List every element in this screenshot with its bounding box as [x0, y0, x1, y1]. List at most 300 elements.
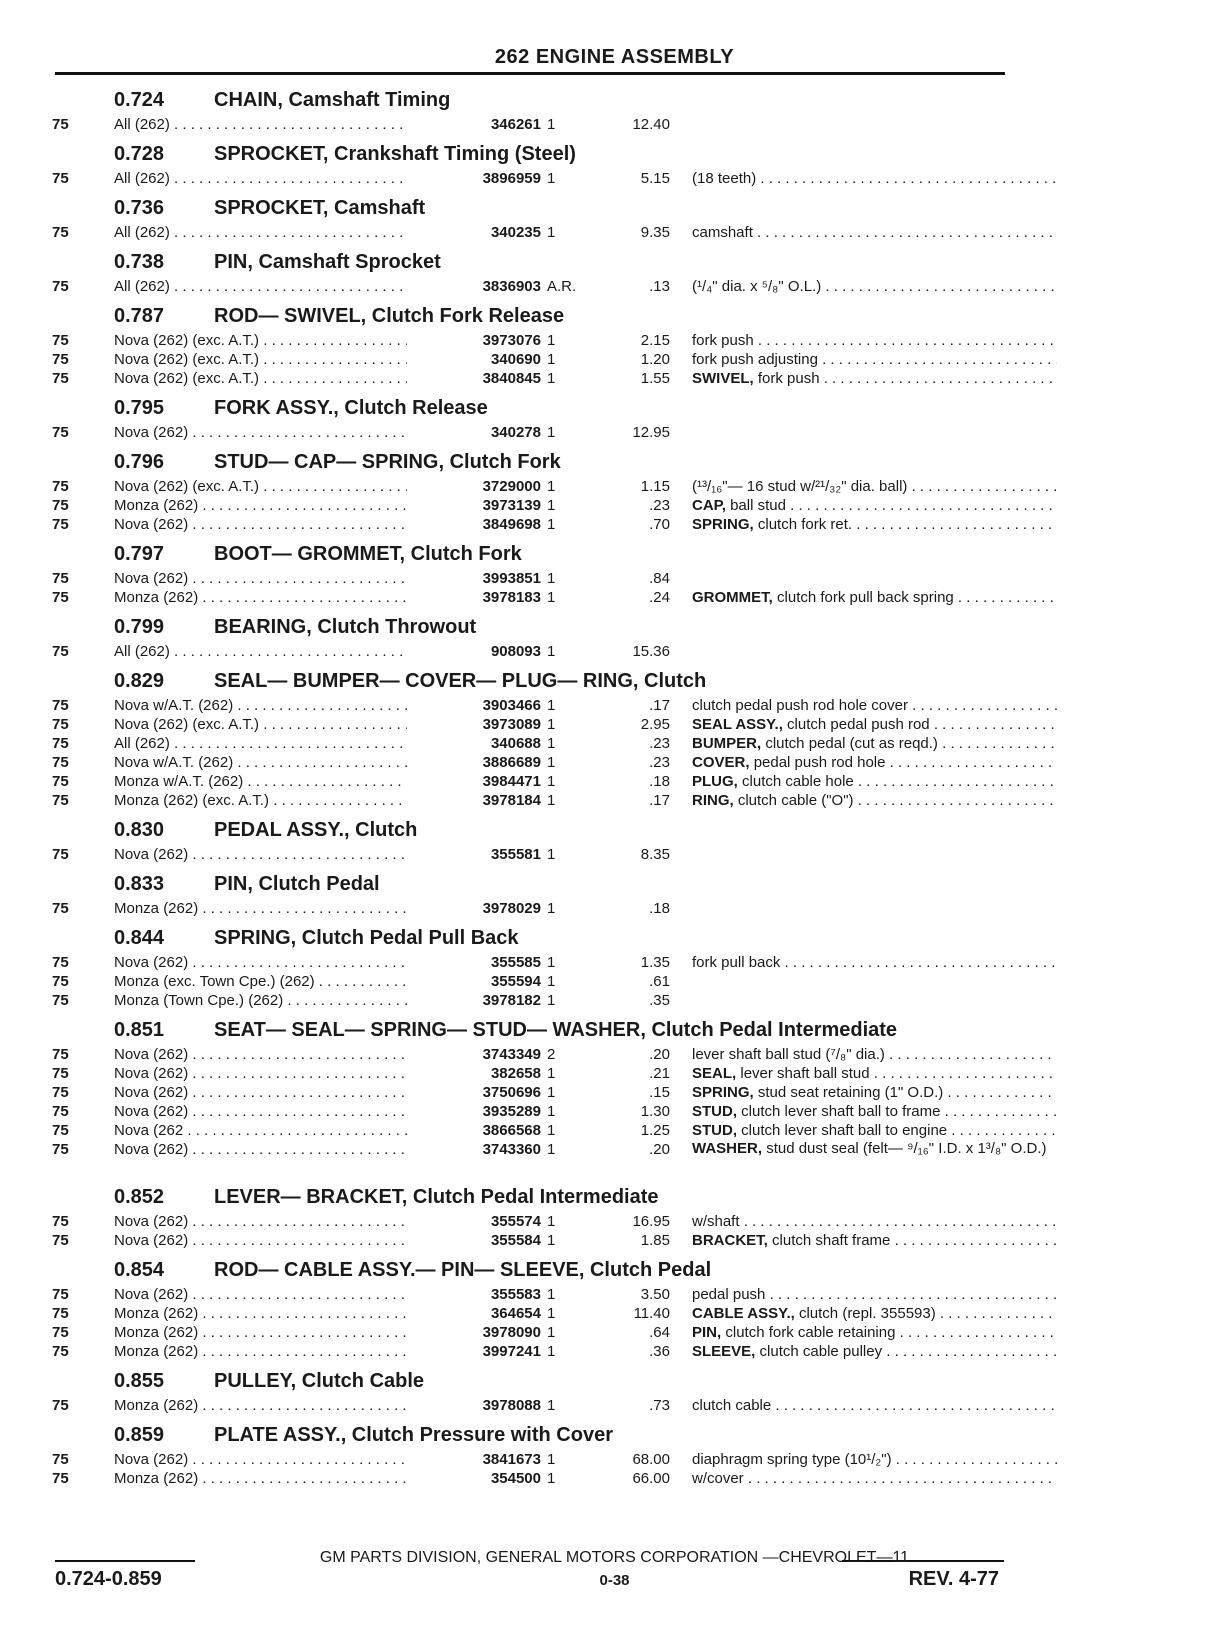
quantity: 1: [547, 716, 556, 733]
section-title: BEARING, Clutch Throwout: [214, 616, 477, 638]
part-number: 3973139: [407, 496, 541, 515]
price: .23: [649, 497, 670, 514]
price: 12.40: [632, 116, 670, 133]
description-text: clutch (repl. 355593): [798, 1305, 936, 1322]
price: .35: [649, 992, 670, 1009]
model-year: 75: [52, 516, 69, 533]
description: [692, 1450, 1057, 1469]
quantity: 1: [547, 900, 556, 917]
quantity: 1: [547, 497, 556, 514]
description-text: clutch shaft frame: [772, 1232, 891, 1249]
quantity: 1: [547, 1286, 556, 1303]
section-heading: [52, 540, 1012, 569]
description-text: stud dust seal (felt— ⁹/₁₆" I.D. x 1³/₈" O.D.): [766, 1140, 1047, 1157]
description: [692, 1323, 1057, 1342]
part-row: [52, 715, 1012, 734]
part-number: 3866568: [407, 1121, 541, 1140]
footer-publisher: GM PARTS DIVISION, GENERAL MOTORS CORPORATION —CHEVROLET—11: [319, 1549, 910, 1566]
section-title: STUD— CAP— SPRING, Clutch Fork: [214, 451, 561, 473]
part-row: [52, 331, 1012, 350]
description-text: clutch cable ("O"): [737, 792, 854, 809]
model-year: 75: [52, 497, 69, 514]
part-number: 340688: [407, 734, 541, 753]
description-part-name: SWIVEL,: [692, 370, 754, 387]
description-text: (¹/₄" dia. x ⁵/₈" O.L.): [692, 278, 822, 295]
price: 1.15: [640, 478, 670, 495]
model-year: 75: [52, 1397, 69, 1414]
part-number: 355583: [407, 1285, 541, 1304]
price: .84: [649, 570, 670, 587]
part-row: [52, 588, 1012, 607]
price: .70: [649, 516, 670, 533]
application: Nova w/A.T. (262) . . .: [114, 753, 439, 772]
section-title: PIN, Clutch Pedal: [214, 873, 380, 895]
application: Monza (262) . . .: [114, 1469, 439, 1488]
part-number: 382658: [407, 1064, 541, 1083]
application: Nova (262) . . .: [114, 845, 439, 864]
model-year: 75: [52, 846, 69, 863]
description-text: w/cover: [692, 1470, 744, 1487]
price: 16.95: [632, 1213, 670, 1230]
model-year: 75: [52, 170, 69, 187]
application: Nova (262) (exc. A.T.) . . .: [114, 477, 439, 496]
footer-range: 0.724-0.859: [55, 1568, 162, 1590]
section-title: LEVER— BRACKET, Clutch Pedal Intermediate: [214, 1186, 659, 1208]
part-row: [52, 791, 1012, 810]
part-row: [52, 369, 1012, 388]
section-title: PULLEY, Clutch Cable: [214, 1370, 425, 1392]
application: Monza (262) . . .: [114, 1323, 439, 1342]
quantity: 1: [547, 1343, 556, 1360]
description-text: clutch lever shaft ball to engine: [741, 1122, 948, 1139]
description-text: (¹³/₁₆"— 16 stud w/²¹/₃₂" dia. ball): [692, 478, 908, 495]
price: 2.15: [640, 332, 670, 349]
section-heading: [52, 302, 1012, 331]
part-number: 3973089: [407, 715, 541, 734]
price: .24: [649, 589, 670, 606]
model-year: 75: [52, 716, 69, 733]
part-number: 3903466: [407, 696, 541, 715]
description: [692, 223, 1057, 242]
part-number: 3973076: [407, 331, 541, 350]
description: [692, 496, 1057, 515]
section-heading: [52, 394, 1012, 423]
application: Monza (Town Cpe.) (262) . . .: [114, 991, 439, 1010]
part-number: 3886689: [407, 753, 541, 772]
section-number: 0.851: [114, 1019, 165, 1041]
model-year: 75: [52, 1470, 69, 1487]
model-year: 75: [52, 1286, 69, 1303]
description: [692, 696, 1057, 715]
description: [692, 1231, 1057, 1250]
quantity: 1: [547, 1065, 556, 1082]
section-title: SPROCKET, Camshaft: [214, 197, 426, 219]
section-number: 0.855: [114, 1370, 165, 1392]
description-part-name: RING,: [692, 792, 734, 809]
price: 1.85: [640, 1232, 670, 1249]
model-year: 75: [52, 1084, 69, 1101]
part-number: 3978090: [407, 1323, 541, 1342]
catalog-section: [52, 613, 1012, 667]
section-number: 0.787: [114, 305, 165, 327]
description: [692, 1212, 1057, 1231]
application: Nova (262) . . .: [114, 1140, 439, 1159]
catalog-section: [52, 870, 1012, 924]
part-row: [52, 1304, 1012, 1323]
section-title: SPRING, Clutch Pedal Pull Back: [214, 927, 519, 949]
price: .21: [649, 1065, 670, 1082]
section-number: 0.736: [114, 197, 165, 219]
price: .18: [649, 900, 670, 917]
application: Monza (262) . . .: [114, 496, 439, 515]
price: 1.55: [640, 370, 670, 387]
application: Monza (262) . . .: [114, 899, 439, 918]
description: [692, 169, 1057, 188]
part-row: [52, 277, 1012, 296]
model-year: 75: [52, 1451, 69, 1468]
section-number: 0.830: [114, 819, 165, 841]
description-part-name: CAP,: [692, 497, 726, 514]
catalog-section: [52, 1256, 1012, 1367]
footer-revision: REV. 4-77: [908, 1568, 999, 1590]
quantity: 1: [547, 1305, 556, 1322]
description-text: camshaft: [692, 224, 753, 241]
price: 2.95: [640, 716, 670, 733]
part-number: 3840845: [407, 369, 541, 388]
price: 8.35: [640, 846, 670, 863]
catalog-section: [52, 924, 1012, 1016]
part-row: [52, 169, 1012, 188]
description-part-name: BRACKET,: [692, 1232, 768, 1249]
part-row: [52, 1121, 1012, 1140]
part-row: [52, 1140, 1047, 1177]
part-row: [52, 772, 1012, 791]
quantity: 1: [547, 224, 556, 241]
description-part-name: PIN,: [692, 1324, 722, 1341]
quantity: 1: [547, 478, 556, 495]
application: Nova (262) (exc. A.T.) . . .: [114, 350, 439, 369]
quantity: 1: [547, 1103, 556, 1120]
part-number: 354500: [407, 1469, 541, 1488]
application: Nova (262) . . .: [114, 1064, 439, 1083]
quantity: 1: [547, 1451, 556, 1468]
price: .73: [649, 1397, 670, 1414]
quantity: 1: [547, 351, 556, 368]
description-text: (18 teeth): [692, 170, 757, 187]
part-number: 340235: [407, 223, 541, 242]
part-number: 355581: [407, 845, 541, 864]
part-row: [52, 1231, 1012, 1250]
quantity: 1: [547, 1213, 556, 1230]
model-year: 75: [52, 697, 69, 714]
description: [692, 1083, 1057, 1102]
section-spacer: [52, 1488, 1012, 1494]
model-year: 75: [52, 1046, 69, 1063]
quantity: 1: [547, 697, 556, 714]
price: .36: [649, 1343, 670, 1360]
price: 15.36: [632, 643, 670, 660]
model-year: 75: [52, 954, 69, 971]
section-heading: [52, 86, 1012, 115]
part-number: 3743349: [407, 1045, 541, 1064]
page-number: 0-38: [599, 1572, 630, 1589]
application: Nova (262) . . .: [114, 1102, 439, 1121]
section-number: 0.854: [114, 1259, 165, 1281]
part-row: [52, 496, 1012, 515]
model-year: 75: [52, 754, 69, 771]
part-row: [52, 1285, 1012, 1304]
section-heading: [52, 1016, 1012, 1045]
quantity: 2: [547, 1046, 556, 1063]
quantity: 1: [547, 846, 556, 863]
part-row: [52, 1045, 1012, 1064]
description-text: fork push adjusting: [692, 351, 818, 368]
model-year: 75: [52, 478, 69, 495]
description-text: clutch pedal push rod: [787, 716, 930, 733]
section-title: SEAT— SEAL— SPRING— STUD— WASHER, Clutch Pedal Intermediate: [214, 1019, 898, 1041]
description: [692, 1064, 1057, 1083]
application: Nova (262) . . .: [114, 1083, 439, 1102]
description-part-name: SPRING,: [692, 516, 754, 533]
application: All (262) . . .: [114, 277, 439, 296]
application: Monza (262) (exc. A.T.) . . .: [114, 791, 439, 810]
section-title: SPROCKET, Crankshaft Timing (Steel): [214, 143, 576, 165]
price: 66.00: [632, 1470, 670, 1487]
description-text: clutch fork cable retaining: [725, 1324, 896, 1341]
price: 1.25: [640, 1122, 670, 1139]
price: .20: [649, 1141, 670, 1158]
quantity: 1: [547, 973, 556, 990]
parts-list: [52, 86, 1047, 1494]
description: [692, 1140, 1057, 1158]
section-heading: [52, 140, 1012, 169]
price: .17: [649, 697, 670, 714]
part-row: [52, 753, 1012, 772]
section-title: FORK ASSY., Clutch Release: [214, 397, 488, 419]
catalog-section: [52, 140, 1012, 194]
section-heading: [52, 870, 1012, 899]
part-number: 3849698: [407, 515, 541, 534]
part-row: [52, 1083, 1012, 1102]
description: [692, 791, 1057, 810]
quantity: 1: [547, 589, 556, 606]
description-text: lever shaft ball stud: [740, 1065, 870, 1082]
part-row: [52, 115, 1012, 134]
part-number: 3978029: [407, 899, 541, 918]
part-number: 3997241: [407, 1342, 541, 1361]
description: [692, 753, 1057, 772]
application: Nova (262) . . .: [114, 1212, 439, 1231]
description-part-name: STUD,: [692, 1122, 737, 1139]
section-heading: [52, 1183, 1012, 1212]
model-year: 75: [52, 351, 69, 368]
description-text: diaphragm spring type (10¹/₂"): [692, 1451, 892, 1468]
part-row: [52, 899, 1012, 918]
description: [692, 369, 1057, 388]
quantity: 1: [547, 332, 556, 349]
quantity: 1: [547, 1470, 556, 1487]
part-number: 3729000: [407, 477, 541, 496]
part-row: [52, 1450, 1012, 1469]
quantity: 1: [547, 1141, 556, 1158]
section-number: 0.852: [114, 1186, 165, 1208]
price: .20: [649, 1046, 670, 1063]
price: .61: [649, 973, 670, 990]
description: [692, 1469, 1057, 1488]
application: Nova (262) . . .: [114, 1045, 439, 1064]
quantity: 1: [547, 1084, 556, 1101]
description-part-name: PLUG,: [692, 773, 738, 790]
description-text: fork push: [692, 332, 754, 349]
quantity: 1: [547, 954, 556, 971]
part-row: [52, 642, 1012, 661]
part-row: [52, 1102, 1012, 1121]
price: 9.35: [640, 224, 670, 241]
description-text: clutch fork pull back spring: [777, 589, 954, 606]
description-text: stud seat retaining (1" O.D.): [757, 1084, 944, 1101]
description-text: pedal push rod hole: [753, 754, 886, 771]
section-title: BOOT— GROMMET, Clutch Fork: [214, 543, 522, 565]
catalog-section: [52, 1367, 1012, 1421]
part-row: [52, 1212, 1012, 1231]
catalog-section: [52, 667, 1012, 816]
price: .17: [649, 792, 670, 809]
section-number: 0.833: [114, 873, 165, 895]
model-year: 75: [52, 1305, 69, 1322]
part-row: [52, 953, 1012, 972]
quantity: 1: [547, 754, 556, 771]
model-year: 75: [52, 792, 69, 809]
application: All (262) . . .: [114, 169, 439, 188]
quantity: 1: [547, 992, 556, 1009]
part-row: [52, 515, 1012, 534]
section-heading: [52, 613, 1012, 642]
description: [692, 1396, 1057, 1415]
part-number: 340690: [407, 350, 541, 369]
part-number: 364654: [407, 1304, 541, 1323]
model-year: 75: [52, 900, 69, 917]
description: [692, 772, 1057, 791]
application: All (262) . . .: [114, 115, 439, 134]
part-number: 3750696: [407, 1083, 541, 1102]
section-heading: [52, 816, 1012, 845]
price: .64: [649, 1324, 670, 1341]
price: 12.95: [632, 424, 670, 441]
price: 5.15: [640, 170, 670, 187]
application: Monza (262) . . .: [114, 1342, 439, 1361]
model-year: 75: [52, 1103, 69, 1120]
application: Nova (262) (exc. A.T.) . . .: [114, 331, 439, 350]
model-year: 75: [52, 735, 69, 752]
catalog-section: [52, 248, 1012, 302]
description-part-name: SEAL ASSY.,: [692, 716, 783, 733]
price: 3.50: [640, 1286, 670, 1303]
description-text: lever shaft ball stud (⁷/₈" dia.): [692, 1046, 885, 1063]
price: 1.20: [640, 351, 670, 368]
description-part-name: WASHER,: [692, 1140, 763, 1157]
section-number: 0.796: [114, 451, 165, 473]
section-number: 0.724: [114, 89, 165, 111]
model-year: 75: [52, 570, 69, 587]
part-number: 3978182: [407, 991, 541, 1010]
part-row: [52, 223, 1012, 242]
catalog-section: [52, 1016, 1047, 1183]
quantity: 1: [547, 1397, 556, 1414]
application: Nova w/A.T. (262) . . .: [114, 696, 439, 715]
catalog-section: [52, 194, 1012, 248]
part-row: [52, 972, 1012, 991]
description: [692, 734, 1057, 753]
part-row: [52, 423, 1012, 442]
model-year: 75: [52, 1122, 69, 1139]
part-number: 3836903: [407, 277, 541, 296]
section-number: 0.795: [114, 397, 165, 419]
price: .13: [649, 278, 670, 295]
model-year: 75: [52, 1343, 69, 1360]
section-number: 0.829: [114, 670, 165, 692]
model-year: 75: [52, 370, 69, 387]
quantity: 1: [547, 424, 556, 441]
description-part-name: COVER,: [692, 754, 750, 771]
model-year: 75: [52, 1324, 69, 1341]
description-text: clutch pedal (cut as reqd.): [765, 735, 938, 752]
description-text: ball stud: [730, 497, 786, 514]
section-heading: [52, 924, 1012, 953]
application: Nova (262 . . .: [114, 1121, 439, 1140]
description-text: clutch cable: [692, 1397, 772, 1414]
quantity: 1: [547, 1232, 556, 1249]
section-heading: [52, 248, 1012, 277]
price: .15: [649, 1084, 670, 1101]
section-heading: [52, 448, 1012, 477]
part-row: [52, 845, 1012, 864]
price: 11.40: [633, 1305, 670, 1322]
section-number: 0.738: [114, 251, 165, 273]
application: Nova (262) (exc. A.T.) . . .: [114, 715, 439, 734]
application: Monza (262) . . .: [114, 588, 439, 607]
description-text: pedal push: [692, 1286, 766, 1303]
price: 68.00: [632, 1451, 670, 1468]
part-row: [52, 1469, 1012, 1488]
application: Nova (262) . . .: [114, 1231, 439, 1250]
part-number: 3984471: [407, 772, 541, 791]
section-number: 0.859: [114, 1424, 165, 1446]
model-year: 75: [52, 589, 69, 606]
model-year: 75: [52, 1141, 69, 1158]
section-title: SEAL— BUMPER— COVER— PLUG— RING, Clutch: [214, 670, 707, 692]
description: [692, 715, 1057, 734]
quantity: A.R.: [547, 278, 577, 295]
catalog-section: [52, 540, 1012, 613]
part-row: [52, 1342, 1012, 1361]
part-number: 3978184: [407, 791, 541, 810]
price: .18: [649, 773, 670, 790]
model-year: 75: [52, 1232, 69, 1249]
part-number: 355584: [407, 1231, 541, 1250]
quantity: 1: [547, 643, 556, 660]
quantity: 1: [547, 516, 556, 533]
part-row: [52, 734, 1012, 753]
quantity: 1: [547, 735, 556, 752]
description-part-name: BUMPER,: [692, 735, 762, 752]
catalog-section: [52, 1183, 1012, 1256]
model-year: 75: [52, 1213, 69, 1230]
part-row: [52, 350, 1012, 369]
description: [692, 1285, 1057, 1304]
application: Nova (262) . . .: [114, 1285, 439, 1304]
part-row: [52, 477, 1012, 496]
application: Nova (262) . . .: [114, 515, 439, 534]
